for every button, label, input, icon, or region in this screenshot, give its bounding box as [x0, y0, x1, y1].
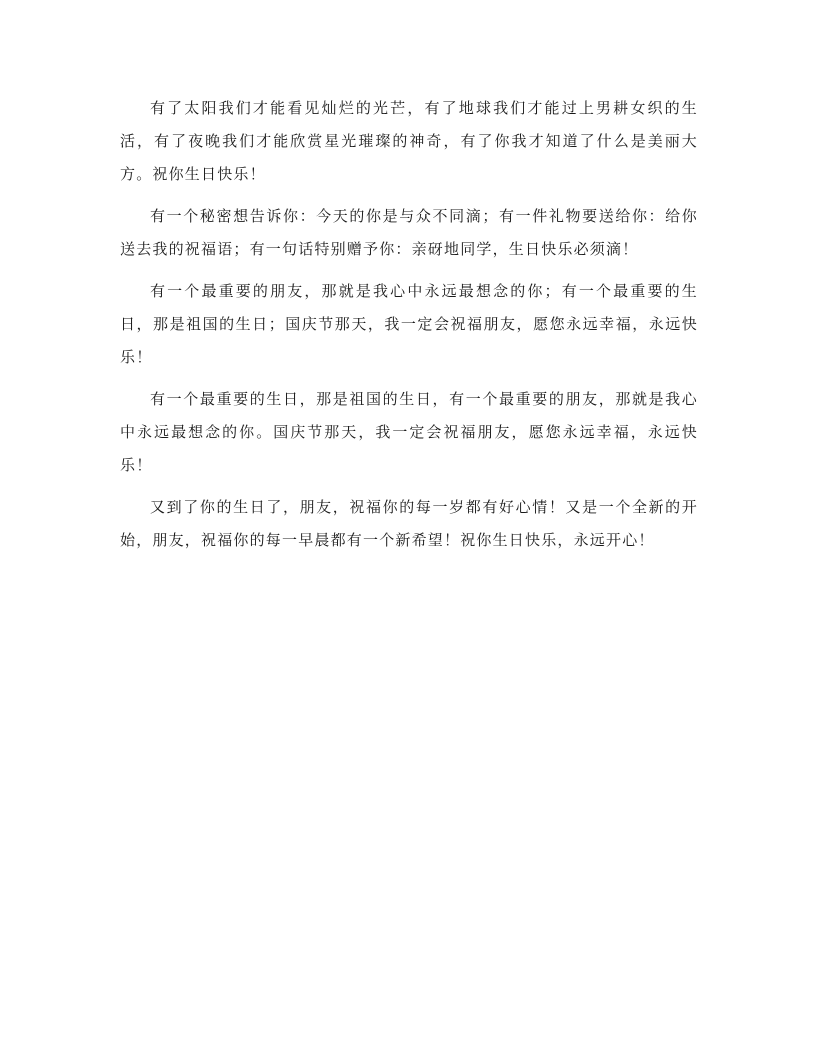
paragraph-1: 有了太阳我们才能看见灿烂的光芒，有了地球我们才能过上男耕女织的生活，有了夜晚我们才能欣赏星光璀璨的神奇，有了你我才知道了什么是美丽大方。祝你生日快乐！ [120, 99, 698, 183]
paragraph-3: 有一个最重要的朋友，那就是我心中永远最想念的你；有一个最重要的生日，那是祖国的生日；国庆节那天，我一定会祝福朋友，愿您永远幸福，永远快乐！ [120, 282, 698, 366]
document-page [120, 92, 698, 566]
paragraph-2: 有一个秘密想告诉你：今天的你是与众不同滴；有一件礼物要送给你：给你送去我的祝福语；有一句话特别赠予你：亲砑地同学，生日快乐必须滴！ [120, 207, 698, 258]
paragraph-4: 有一个最重要的生日，那是祖国的生日，有一个最重要的朋友，那就是我心中永远最想念的你。国庆节那天，我一定会祝福朋友，愿您永远幸福，永远快乐！ [120, 390, 698, 474]
paragraph-5: 又到了你的生日了，朋友，祝福你的每一岁都有好心情！又是一个全新的开始，朋友，祝福你的每一早晨都有一个新希望！祝你生日快乐，永远开心！ [120, 498, 698, 549]
